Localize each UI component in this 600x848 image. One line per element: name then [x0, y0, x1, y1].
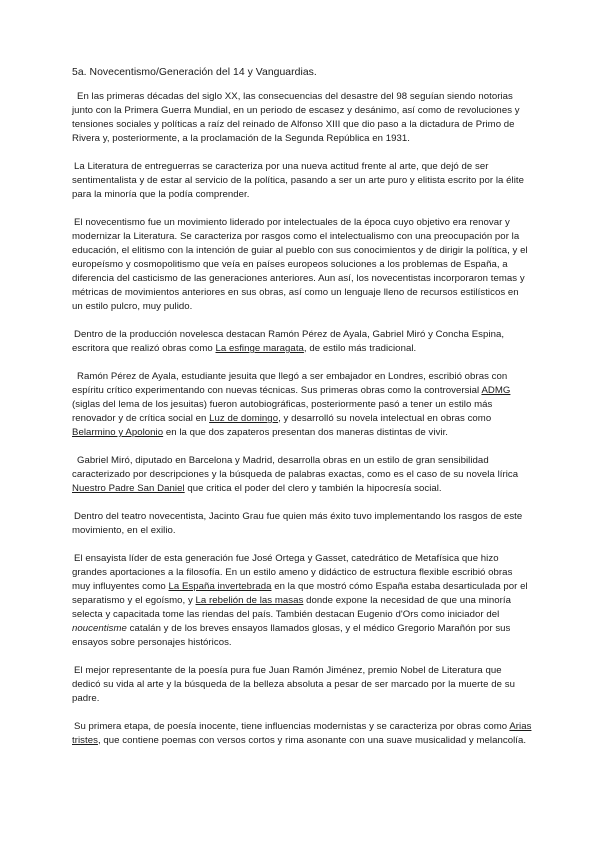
paragraph-text: Dentro de la producción novelesca destacan Ramón Pérez de Ayala, Gabriel Miró y Concha Espina, escritora que realizó obras como — [72, 329, 505, 354]
paragraph — [72, 720, 532, 748]
work-title: La rebelión de las masas — [195, 595, 304, 606]
paragraph — [72, 510, 532, 538]
paragraph — [72, 328, 532, 356]
document-body — [72, 90, 532, 748]
paragraph-text: Su primera etapa, de poesía inocente, tiene influencias modernistas y se caracteriza por obras como — [74, 721, 510, 732]
paragraph-text: , y desarrolló su novela intelectual en obras como — [278, 413, 492, 424]
paragraph-text: , que contiene poemas con versos cortos y rima asonante con una suave musicalidad y melancolía. — [97, 735, 527, 746]
paragraph — [72, 370, 532, 440]
paragraph-text: donde expone la necesidad de que una minoría selecta y capacitada tome las riendas del país. También destacan Eugenio d'Ors como iniciador del — [72, 595, 511, 620]
italic-term: noucentisme — [72, 623, 127, 634]
paragraph-text: que critica el poder del clero y también la hipocresía social. — [184, 483, 442, 494]
paragraph — [72, 160, 532, 202]
paragraph-text: El ensayista líder de esta generación fue José Ortega y Gasset, catedrático de Metafísica que hizo grandes aportaciones a la filosofía. En un estilo ameno y didáctico de estructura flexible escribió obras muy influyentes como — [72, 553, 513, 592]
paragraph-text: Gabriel Miró, diputado en Barcelona y Madrid, desarrolla obras en un estilo de gran sensibilidad caracterizado por descripciones y la búsqueda de palabras exactas, como es el caso de su novela lírica — [72, 455, 519, 480]
work-title: Arias tristes — [72, 721, 532, 746]
paragraph-text: (siglas del lema de los jesuitas) fueron autobiográficas, posteriormente pasó a tener un estilo más renovador y de crítica social en — [72, 399, 493, 424]
paragraph — [72, 216, 532, 314]
paragraph-text: Dentro del teatro novecentista, Jacinto Grau fue quien más éxito tuvo implementando los rasgos de este movimiento, en el exilio. — [72, 511, 523, 536]
work-title: Belarmino y Apolonio — [72, 427, 164, 438]
paragraph — [72, 552, 532, 650]
paragraph-text: La Literatura de entreguerras se caracteriza por una nueva actitud frente al arte, que dejó de ser sentimentalista y de estar al servicio de la política, pasando a ser un arte puro y elitista escrito por la élite para la minoría que la podía comprender. — [72, 161, 524, 200]
document-page — [72, 66, 532, 762]
work-title: La esfinge maragata — [215, 343, 304, 354]
paragraph-text: Ramón Pérez de Ayala, estudiante jesuita que llegó a ser embajador en Londres, escribió obras con espíritu crítico experimentando con nuevas técnicas. Sus primeras obras como la controversial — [72, 371, 508, 396]
document-title: 5a. Novecentismo/Generación del 14 y Vanguardias. — [72, 67, 317, 78]
paragraph-text: El novecentismo fue un movimiento liderado por intelectuales de la época cuyo objetivo era renovar y modernizar la Literatura. Se caracteriza por rasgos como el intelectualismo con una preocupación por la educación, el elitismo con la intención de guiar al pueblo con sus conocimientos y de dirigir la política, y el europeísmo y cosmopolitismo que veía en países europeos soluciones a los problemas de España, a diferencia del casticismo de las generaciones anteriores. Aun así, los novecentistas incorporaron temas y métricas de movimientos anteriores en sus obras, así como un lenguaje lleno de recursos estilísticos en un estilo pulcro, muy pulido. — [72, 217, 528, 312]
paragraph-text: El mejor representante de la poesía pura fue Juan Ramón Jiménez, premio Nobel de Literatura que dedicó su vida al arte y la búsqueda de la belleza absoluta a pesar de ser marcado por la muerte de su padre. — [72, 665, 515, 704]
work-title: Luz de domingo — [209, 413, 279, 424]
paragraph-text: en la que mostró cómo España estaba desarticulada por el separatismo y el egoísmo, y — [72, 581, 528, 606]
paragraph — [72, 664, 532, 706]
paragraph — [72, 454, 532, 496]
paragraph-text: catalán y de los breves ensayos llamados glosas, y el médico Gregorio Marañón por sus ensayos sobre personajes históricos. — [72, 623, 511, 648]
paragraph-text: , de estilo más tradicional. — [303, 343, 417, 354]
paragraph-text: En las primeras décadas del siglo XX, las consecuencias del desastre del 98 seguían siendo notorias junto con la Primera Guerra Mundial, en un periodo de escasez y desánimo, así como de revoluciones y tensiones sociales y políticas a raíz del reinado de Alfonso XIII que dio paso a la dictadura de Primo de Rivera y, posteriormente, a la proclamación de la Segunda República en 1931. — [72, 91, 520, 144]
paragraph-text: en la que dos zapateros presentan dos maneras distintas de vivir. — [163, 427, 449, 438]
work-title: ADMG — [481, 385, 511, 396]
work-title: La España invertebrada — [168, 581, 272, 592]
work-title: Nuestro Padre San Daniel — [72, 483, 185, 494]
paragraph — [72, 90, 532, 146]
